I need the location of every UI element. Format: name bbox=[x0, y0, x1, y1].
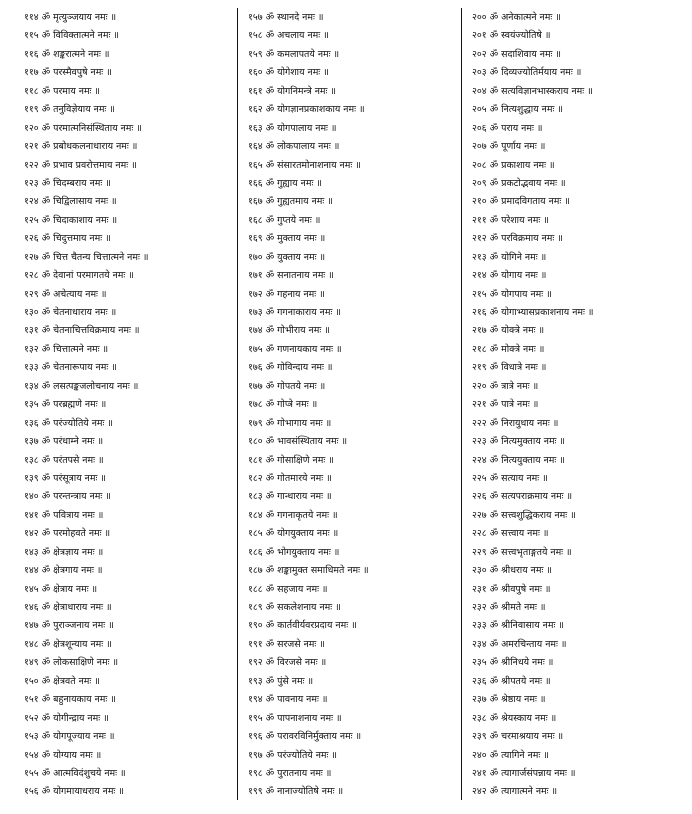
name-entry: १३६ ॐ परंज्योतिये नमः ॥ bbox=[24, 417, 114, 429]
name-entry: २१४ ॐ योगाय नमः ॥ bbox=[472, 270, 547, 282]
name-entry: ११६ ॐ शङ्करात्मने नमः ॥ bbox=[24, 48, 110, 60]
name-entry: २१० ॐ प्रमादविगताय नमः ॥ bbox=[472, 196, 570, 208]
name-entry: १३१ ॐ चेतनाचित्तविक्रमाय नमः ॥ bbox=[24, 325, 140, 337]
name-entry: १८८ ॐ सहजाय नमः ॥ bbox=[248, 583, 328, 595]
name-entry: १३८ ॐ परंतपसे नमः ॥ bbox=[24, 454, 104, 466]
name-entry: १६६ ॐ गुह्याय नमः ॥ bbox=[248, 177, 322, 189]
name-entry: १८० ॐ भावसंस्थिताय नमः ॥ bbox=[248, 436, 348, 448]
name-entry: १५९ ॐ कमलापतये नमः ॥ bbox=[248, 48, 340, 60]
name-entry: २३६ ॐ श्रीपतये नमः ॥ bbox=[472, 675, 551, 687]
name-entry: १७० ॐ युक्ताय नमः ॥ bbox=[248, 251, 326, 263]
name-entry: १७३ ॐ गगनाकाराय नमः ॥ bbox=[248, 307, 341, 318]
name-entry: १४८ ॐ क्षेत्रशून्याय नमः ॥ bbox=[24, 638, 112, 650]
name-entry: १३० ॐ चेतनाधाराय नमः ॥ bbox=[24, 307, 117, 318]
column-divider bbox=[237, 8, 238, 800]
name-entry: १४४ ॐ क्षेत्रगाय नमः ॥ bbox=[24, 565, 103, 577]
name-entry: १३४ ॐ लसत्पङ्कजलोचनाय नमः ॥ bbox=[24, 380, 139, 392]
name-entry: २१५ ॐ योगपाय नमः ॥ bbox=[472, 288, 552, 300]
name-entry: १८६ ॐ भोगयुक्ताय नमः ॥ bbox=[248, 546, 340, 558]
column-divider bbox=[461, 8, 462, 800]
name-entry: १४५ ॐ क्षेत्राय नमः ॥ bbox=[24, 583, 98, 595]
name-entry: १४७ ॐ पुराञ्जनाय नमः ॥ bbox=[24, 620, 114, 632]
name-entry: २३४ ॐ अमरचिन्ताय नमः ॥ bbox=[472, 638, 567, 650]
name-entry: ११९ ॐ तनुविज्ञेयाय नमः ॥ bbox=[24, 104, 115, 116]
name-entry: २२६ ॐ सत्यपराक्रमाय नमः ॥ bbox=[472, 491, 573, 503]
name-entry: १६१ ॐ योगनिमन्त्रे नमः ॥ bbox=[248, 85, 337, 97]
name-entry: १६० ॐ योगेशाय नमः ॥ bbox=[248, 67, 329, 79]
name-entry: १६५ ॐ संसारतमोनाशनाय नमः ॥ bbox=[248, 159, 361, 171]
name-entry: १९४ ॐ पावनाय नमः ॥ bbox=[248, 694, 328, 706]
name-entry: २२३ ॐ नित्यमुक्ताय नमः ॥ bbox=[472, 436, 566, 448]
name-entry: २४० ॐ त्यागिने नमः ॥ bbox=[472, 749, 549, 761]
name-entry: २३८ ॐ श्रेयस्काय नमः ॥ bbox=[472, 712, 557, 724]
name-entry: २०५ ॐ नित्यशुद्धाय नमः ॥ bbox=[472, 104, 563, 116]
name-entry: १३२ ॐ चित्तात्मने नमः ॥ bbox=[24, 343, 109, 355]
name-entry: १८४ ॐ गगनाकृतये नमः ॥ bbox=[248, 509, 338, 521]
name-entry: २२० ॐ त्रात्रे नमः ॥ bbox=[472, 380, 539, 392]
name-entry: १५७ ॐ स्थानदे नमः ॥ bbox=[248, 12, 324, 23]
name-entry: १५३ ॐ योगपूज्याय नमः ॥ bbox=[24, 731, 115, 743]
name-entry: १६९ ॐ मुक्ताय नमः ॥ bbox=[248, 233, 326, 245]
name-entry: १२५ ॐ चिदाकाशाय नमः ॥ bbox=[24, 214, 118, 226]
name-entry: २०८ ॐ प्रकाशाय नमः ॥ bbox=[472, 159, 555, 171]
name-entry: १४६ ॐ क्षेत्राधाराय नमः ॥ bbox=[24, 602, 112, 613]
name-entry: १९९ ॐ नानाज्योतिषे नमः ॥ bbox=[248, 786, 344, 798]
name-entry: १६८ ॐ गुप्तये नमः ॥ bbox=[248, 214, 321, 226]
name-entry: १७१ ॐ सनातनाय नमः ॥ bbox=[248, 270, 334, 282]
name-list-column-2 bbox=[248, 9, 460, 802]
name-entry: २०४ ॐ सत्यविज्ञानभास्कराय नमः ॥ bbox=[472, 85, 593, 97]
name-entry: १६२ ॐ योगज्ञानप्रकाशकाय नमः ॥ bbox=[248, 104, 365, 116]
name-entry: २१९ ॐ विधात्रे नमः ॥ bbox=[472, 362, 547, 374]
name-entry: १६७ ॐ गुह्यतमाय नमः ॥ bbox=[248, 196, 333, 208]
name-entry: १३३ ॐ चेतनारूपाय नमः ॥ bbox=[24, 362, 117, 374]
name-entry: १२२ ॐ प्रभाव प्रवरोत्तमाय नमः ॥ bbox=[24, 159, 137, 171]
name-entry: १९५ ॐ पापनाशनाय नमः ॥ bbox=[248, 712, 342, 724]
name-entry: ११५ ॐ विविक्तात्मने नमः ॥ bbox=[24, 30, 119, 42]
name-entry: १९६ ॐ परावरविनिर्मुक्ताय नमः ॥ bbox=[248, 731, 362, 743]
name-entry: २२४ ॐ नित्ययुक्ताय नमः ॥ bbox=[472, 454, 565, 466]
name-entry: १८७ ॐ शङ्कामुक्त समाधिमते नमः ॥ bbox=[248, 565, 369, 577]
name-entry: १५० ॐ क्षेत्रवते नमः ॥ bbox=[24, 675, 100, 687]
name-entry: १२४ ॐ चिद्विलासाय नमः ॥ bbox=[24, 196, 117, 208]
name-entry: १५६ ॐ योगमायाधराय नमः ॥ bbox=[24, 786, 124, 798]
name-entry: २३५ ॐ श्रीनिधये नमः ॥ bbox=[472, 657, 554, 669]
name-entry: १८३ ॐ गान्धाराय नमः ॥ bbox=[248, 491, 332, 503]
name-entry: १७९ ॐ गोभागाय नमः ॥ bbox=[248, 417, 332, 429]
name-entry: १७७ ॐ गोपतये नमः ॥ bbox=[248, 380, 326, 392]
name-entry: १४९ ॐ लोकसाक्षिणे नमः ॥ bbox=[24, 657, 119, 669]
name-entry: १७५ ॐ गणनायकाय नमः ॥ bbox=[248, 343, 342, 355]
name-entry: २०० ॐ अनेकात्मने नमः ॥ bbox=[472, 12, 561, 23]
name-entry: १४० ॐ परन्तन्त्राय नमः ॥ bbox=[24, 491, 111, 503]
name-entry: २१२ ॐ परविक्रमाय नमः ॥ bbox=[472, 233, 563, 245]
name-entry: २०९ ॐ प्रकटोद्भवाय नमः ॥ bbox=[472, 177, 566, 189]
name-entry: १२३ ॐ चिदम्बराय नमः ॥ bbox=[24, 177, 111, 189]
name-entry: १५८ ॐ अचलाय नमः ॥ bbox=[248, 30, 329, 42]
name-entry: १२६ ॐ चिदुत्तमाय नमः ॥ bbox=[24, 233, 111, 245]
name-entry: २३७ ॐ श्रेष्ठाय नमः ॥ bbox=[472, 694, 546, 706]
name-entry: २०२ ॐ सदाशिवाय नमः ॥ bbox=[472, 48, 562, 60]
name-entry: २१६ ॐ योगाभ्यासप्रकाशनाय नमः ॥ bbox=[472, 307, 594, 318]
name-list-column-3 bbox=[472, 9, 688, 802]
name-entry: २४२ ॐ त्यागात्मने नमः ॥ bbox=[472, 786, 558, 798]
name-entry: १८९ ॐ सकलेशनाय नमः ॥ bbox=[248, 602, 341, 613]
name-entry: २२२ ॐ निरायुधाय नमः ॥ bbox=[472, 417, 559, 429]
name-entry: १९८ ॐ पुरातनाय नमः ॥ bbox=[248, 767, 332, 779]
name-entry: १९७ ॐ परंज्योतिये नमः ॥ bbox=[248, 749, 338, 761]
name-entry: २०१ ॐ स्वयंज्योतिषे ॥ bbox=[472, 30, 551, 42]
name-entry: १५२ ॐ योगीन्द्राय नमः ॥ bbox=[24, 712, 109, 724]
name-entry: १२८ ॐ देवानां परमागतये नमः ॥ bbox=[24, 270, 134, 282]
name-entry: १६४ ॐ लोकपालाय नमः ॥ bbox=[248, 141, 340, 153]
name-entry: २३२ ॐ श्रीमते नमः ॥ bbox=[472, 602, 546, 613]
name-entry: १३९ ॐ परंसूत्राय नमः ॥ bbox=[24, 472, 106, 484]
name-entry: १८२ ॐ गोतमारये नमः ॥ bbox=[248, 472, 332, 484]
name-entry: १९१ ॐ सरजसे नमः ॥ bbox=[248, 638, 325, 650]
name-entry: १७२ ॐ गहनाय नमः ॥ bbox=[248, 288, 325, 300]
name-entry: २२७ ॐ सत्त्वशुद्धिकराय नमः ॥ bbox=[472, 509, 576, 521]
name-entry: १७४ ॐ गोभीराय नमः ॥ bbox=[248, 325, 330, 337]
name-entry: १७६ ॐ गोविन्दाय नमः ॥ bbox=[248, 362, 333, 374]
name-entry: २३९ ॐ चरमाश्रयाय नमः ॥ bbox=[472, 731, 564, 743]
name-entry: ११४ ॐ मृत्युञ्जयाय नमः ॥ bbox=[24, 12, 117, 23]
name-entry: २३३ ॐ श्रीनिवासाय नमः ॥ bbox=[472, 620, 564, 632]
name-entry: २२९ ॐ सत्त्वभृताङ्गतये नमः ॥ bbox=[472, 546, 572, 558]
name-entry: २१७ ॐ योक्त्रे नमः ॥ bbox=[472, 325, 545, 337]
name-entry: २४१ ॐ त्यागार्जसंपन्नाय नमः ॥ bbox=[472, 767, 576, 779]
name-entry: २२१ ॐ पात्रे नमः ॥ bbox=[472, 399, 539, 411]
name-entry: २०६ ॐ पराय नमः ॥ bbox=[472, 122, 543, 134]
name-entry: १२० ॐ परमात्मनिसंस्थिताय नमः ॥ bbox=[24, 122, 142, 134]
name-entry: १५५ ॐ आत्मविदंशुचये नमः ॥ bbox=[24, 767, 126, 779]
name-entry: १७८ ॐ गोप्त्रे नमः ॥ bbox=[248, 399, 318, 411]
name-entry: २०३ ॐ दिव्यज्योतिर्मयाय नमः ॥ bbox=[472, 67, 582, 79]
name-entry: २२५ ॐ सत्याय नमः ॥ bbox=[472, 472, 548, 484]
name-entry: १२७ ॐ चित्त चैतन्य चित्तात्मने नमः ॥ bbox=[24, 251, 149, 263]
name-entry: ११७ ॐ परस्मैवपुषे नमः ॥ bbox=[24, 67, 112, 79]
name-entry: २३१ ॐ श्रीवपुषे नमः ॥ bbox=[472, 583, 551, 595]
name-entry: २१८ ॐ मोक्त्रे नमः ॥ bbox=[472, 343, 545, 355]
name-entry: २३० ॐ श्रीधराय नमः ॥ bbox=[472, 565, 552, 577]
name-entry: १९२ ॐ विरजसे नमः ॥ bbox=[248, 657, 327, 669]
name-list-column-1 bbox=[24, 9, 232, 802]
name-entry: १२९ ॐ अचेत्याय नमः ॥ bbox=[24, 288, 107, 300]
name-entry: १८१ ॐ गोसाक्षिणे नमः ॥ bbox=[248, 454, 334, 466]
name-entry: १४२ ॐ परमोहवते नमः ॥ bbox=[24, 528, 111, 540]
name-entry: २१३ ॐ योगिने नमः ॥ bbox=[472, 251, 547, 263]
name-entry: २०७ ॐ पूर्णाय नमः ॥ bbox=[472, 141, 546, 153]
name-entry: १९० ॐ कार्तवीर्यवरप्रदाय नमः ॥ bbox=[248, 620, 357, 632]
name-entry: १३५ ॐ परब्रह्मणे नमः ॥ bbox=[24, 399, 107, 411]
name-entry: १५४ ॐ योग्याय नमः ॥ bbox=[24, 749, 102, 761]
name-entry: ११८ ॐ परमाय नमः ॥ bbox=[24, 85, 101, 97]
name-entry: १४१ ॐ पवित्राय नमः ॥ bbox=[24, 509, 104, 521]
name-entry: १५१ ॐ बहुनायकाय नमः ॥ bbox=[24, 694, 116, 706]
name-entry: १८५ ॐ योगयुक्ताय नमः ॥ bbox=[248, 528, 339, 540]
name-entry: १६३ ॐ योगपालाय नमः ॥ bbox=[248, 122, 337, 134]
name-entry: १२१ ॐ प्रबोधकलनाधाराय नमः ॥ bbox=[24, 141, 138, 153]
name-entry: २११ ॐ परेशाय नमः ॥ bbox=[472, 214, 549, 226]
name-entry: १९३ ॐ पुंसे नमः ॥ bbox=[248, 675, 314, 687]
name-entry: १३७ ॐ परंधाम्ने नमः ॥ bbox=[24, 436, 104, 448]
name-entry: २२८ ॐ सत्त्वाय नमः ॥ bbox=[472, 528, 549, 540]
name-entry: १४३ ॐ क्षेत्रज्ञाय नमः ॥ bbox=[24, 546, 104, 558]
